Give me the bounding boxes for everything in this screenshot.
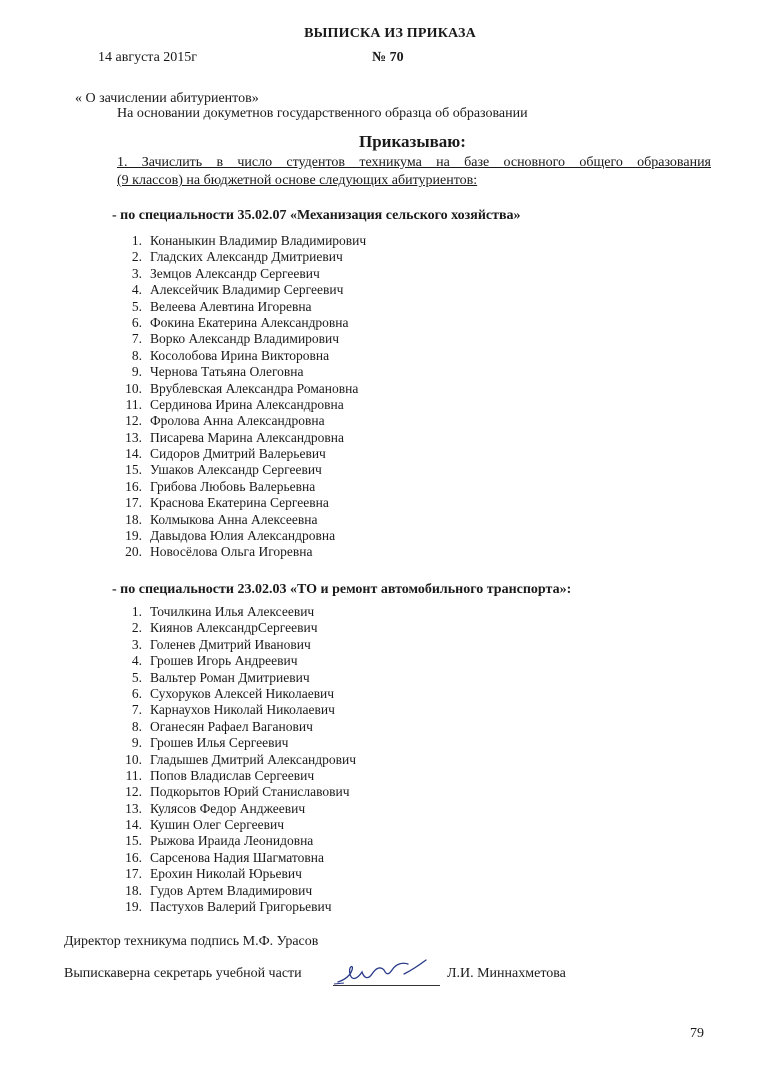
student-list-item (112, 315, 366, 331)
list-item-number: 8. (131, 718, 142, 734)
student-name: Колмыкова Анна Алексеевна (150, 511, 318, 527)
list-item-number: 19. (125, 899, 142, 915)
student-name: Сухоруков Алексей Николаевич (150, 685, 335, 701)
list-item-number: 6. (131, 685, 142, 701)
student-name: Фролова Анна Александровна (150, 413, 325, 429)
list-item-number: 4. (131, 282, 142, 298)
order-basis: На основании докуметнов государственного образца об образовании (117, 106, 528, 121)
student-name: Сердинова Ирина Александровна (150, 396, 344, 412)
list-item-number: 17. (125, 495, 142, 511)
list-item-number: 3. (131, 265, 142, 281)
list-item-number: 12. (125, 784, 142, 800)
student-list-item (112, 653, 356, 669)
student-list-item (112, 446, 366, 462)
student-list-item (112, 899, 356, 915)
student-name: Вальтер Роман Дмитриевич (150, 669, 310, 685)
student-list-item (112, 430, 366, 446)
list-item-number: 19. (125, 528, 142, 544)
student-list-item (112, 512, 366, 528)
student-name: Гладышев Дмитрий Александрович (150, 751, 357, 767)
list-item-number: 13. (125, 800, 142, 816)
student-list-item (112, 364, 366, 380)
list-item-number: 13. (125, 429, 142, 445)
list-item-number: 12. (125, 413, 142, 429)
list-item-number: 16. (125, 849, 142, 865)
list-item-number: 18. (125, 882, 142, 898)
student-list-item (112, 883, 356, 899)
list-item-number: 6. (131, 314, 142, 330)
student-list-item (112, 735, 356, 751)
list-item-number: 15. (125, 462, 142, 478)
student-list-item (112, 544, 366, 560)
student-list-item (112, 249, 366, 265)
list-item-number: 16. (125, 478, 142, 494)
list-item-number: 11. (125, 767, 142, 783)
list-item-number: 9. (131, 735, 142, 751)
student-name: Точилкина Илья Алексеевич (150, 604, 315, 619)
list-item-number: 4. (131, 653, 142, 669)
list-item-number: 17. (125, 866, 142, 882)
handwritten-signature (330, 956, 440, 988)
page-number: 79 (690, 1026, 704, 1041)
student-list-item (112, 282, 366, 298)
student-name: Гладских Александр Дмитриевич (150, 249, 343, 265)
student-name: Конаныкин Владимир Владимирович (150, 233, 367, 248)
student-name: Грошев Илья Сергеевич (150, 735, 289, 751)
student-name: Ворко Александр Владимирович (150, 331, 340, 347)
section-2-student-list (112, 604, 356, 915)
list-item-number: 8. (131, 347, 142, 363)
list-item-number: 10. (125, 751, 142, 767)
student-list-item (112, 413, 366, 429)
student-list-item (112, 637, 356, 653)
student-name: Сидоров Дмитрий Валерьевич (150, 446, 326, 462)
student-list-item (112, 768, 356, 784)
student-list-item (112, 719, 356, 735)
student-list-item (112, 266, 366, 282)
list-item-number: 9. (131, 364, 142, 380)
list-item-number: 1. (131, 604, 142, 619)
student-list-item (112, 381, 366, 397)
student-name: Грибова Любовь Валерьевна (150, 478, 316, 494)
section-1-student-list (112, 233, 366, 561)
student-list-item (112, 604, 356, 620)
student-name: Косолобова Ирина Викторовна (150, 347, 330, 363)
student-list-item (112, 495, 366, 511)
list-item-number: 1. (131, 233, 142, 248)
student-name: Краснова Екатерина Сергеевна (150, 495, 329, 511)
list-item-number: 2. (131, 249, 142, 265)
student-name: Велеева Алевтина Игоревна (150, 298, 312, 314)
student-list-item (112, 331, 366, 347)
student-name: Киянов АлександрСергеевич (150, 620, 318, 636)
student-name: Оганесян Рафаел Ваганович (150, 718, 313, 734)
order-subject: « О зачислении абитуриентов» (75, 91, 259, 106)
student-list-item (112, 299, 366, 315)
student-name: Подкорытов Юрий Станиславович (150, 784, 350, 800)
list-item-number: 10. (125, 380, 142, 396)
student-list-item (112, 784, 356, 800)
section-1-heading: - по специальности 35.02.07 «Механизация сельского хозяйства» (112, 208, 521, 223)
student-name: Гудов Артем Владимирович (150, 882, 313, 898)
list-item-number: 15. (125, 833, 142, 849)
student-list-item (112, 817, 356, 833)
student-list-item (112, 686, 356, 702)
order-item-1-line-1: 1. Зачислить в число студентов техникума на базе основного общего образования (117, 155, 711, 170)
student-list-item (112, 462, 366, 478)
order-number: № 70 (372, 50, 404, 65)
list-item-number: 7. (131, 331, 142, 347)
secretary-name: Л.И. Миннахметова (447, 966, 566, 981)
secretary-certification: Выпискаверна секретарь учебной части (64, 966, 302, 981)
student-list-item (112, 752, 356, 768)
student-list-item (112, 702, 356, 718)
student-name: Попов Владислав Сергеевич (150, 767, 315, 783)
student-list-item (112, 670, 356, 686)
student-list-item (112, 348, 366, 364)
student-list-item (112, 833, 356, 849)
director-signature-line: Директор техникума подпись М.Ф. Урасов (64, 934, 319, 949)
student-name: Пастухов Валерий Григорьевич (150, 899, 332, 915)
order-heading: Приказываю: (359, 132, 466, 151)
student-name: Фокина Екатерина Александровна (150, 314, 349, 330)
student-name: Карнаухов Николай Николаевич (150, 702, 335, 718)
student-name: Чернова Татьяна Олеговна (150, 364, 304, 380)
student-name: Давыдова Юлия Александровна (150, 528, 336, 544)
student-name: Кулясов Федор Анджеевич (150, 800, 306, 816)
student-list-item (112, 528, 366, 544)
list-item-number: 3. (131, 636, 142, 652)
student-list-item (112, 850, 356, 866)
student-list-item (112, 479, 366, 495)
student-list-item (112, 397, 366, 413)
student-name: Новосёлова Ольга Игоревна (150, 544, 313, 560)
list-item-number: 5. (131, 298, 142, 314)
student-list-item (112, 233, 366, 249)
section-2-heading: - по специальности 23.02.03 «ТО и ремонт автомобильного транспорта»: (112, 582, 572, 597)
document-title: ВЫПИСКА ИЗ ПРИКАЗА (304, 26, 476, 41)
student-name: Кушин Олег Сергеевич (150, 817, 284, 833)
student-name: Писарева Марина Александровна (150, 429, 345, 445)
order-item-1 (117, 154, 711, 190)
list-item-number: 11. (125, 396, 142, 412)
student-name: Врублевская Александра Романовна (150, 380, 359, 396)
student-list-item (112, 866, 356, 882)
student-name: Голенев Дмитрий Иванович (150, 636, 311, 652)
list-item-number: 14. (125, 817, 142, 833)
list-item-number: 2. (131, 620, 142, 636)
list-item-number: 14. (125, 446, 142, 462)
student-name: Ушаков Александр Сергеевич (150, 462, 322, 478)
student-name: Рыжова Ираида Леонидовна (150, 833, 314, 849)
student-name: Грошев Игорь Андреевич (150, 653, 298, 669)
student-list-item (112, 620, 356, 636)
list-item-number: 20. (125, 544, 142, 560)
student-name: Алексейчик Владимир Сергеевич (150, 282, 344, 298)
student-list-item (112, 801, 356, 817)
order-date: 14 августа 2015г (98, 50, 198, 65)
order-item-1-line-2: (9 классов) на бюджетной основе следующих абитуриентов: (117, 173, 478, 188)
list-item-number: 18. (125, 511, 142, 527)
student-name: Земцов Александр Сергеевич (150, 265, 320, 281)
list-item-number: 5. (131, 669, 142, 685)
student-name: Ерохин Николай Юрьевич (150, 866, 302, 882)
list-item-number: 7. (131, 702, 142, 718)
student-name: Сарсенова Надия Шагматовна (150, 849, 324, 865)
